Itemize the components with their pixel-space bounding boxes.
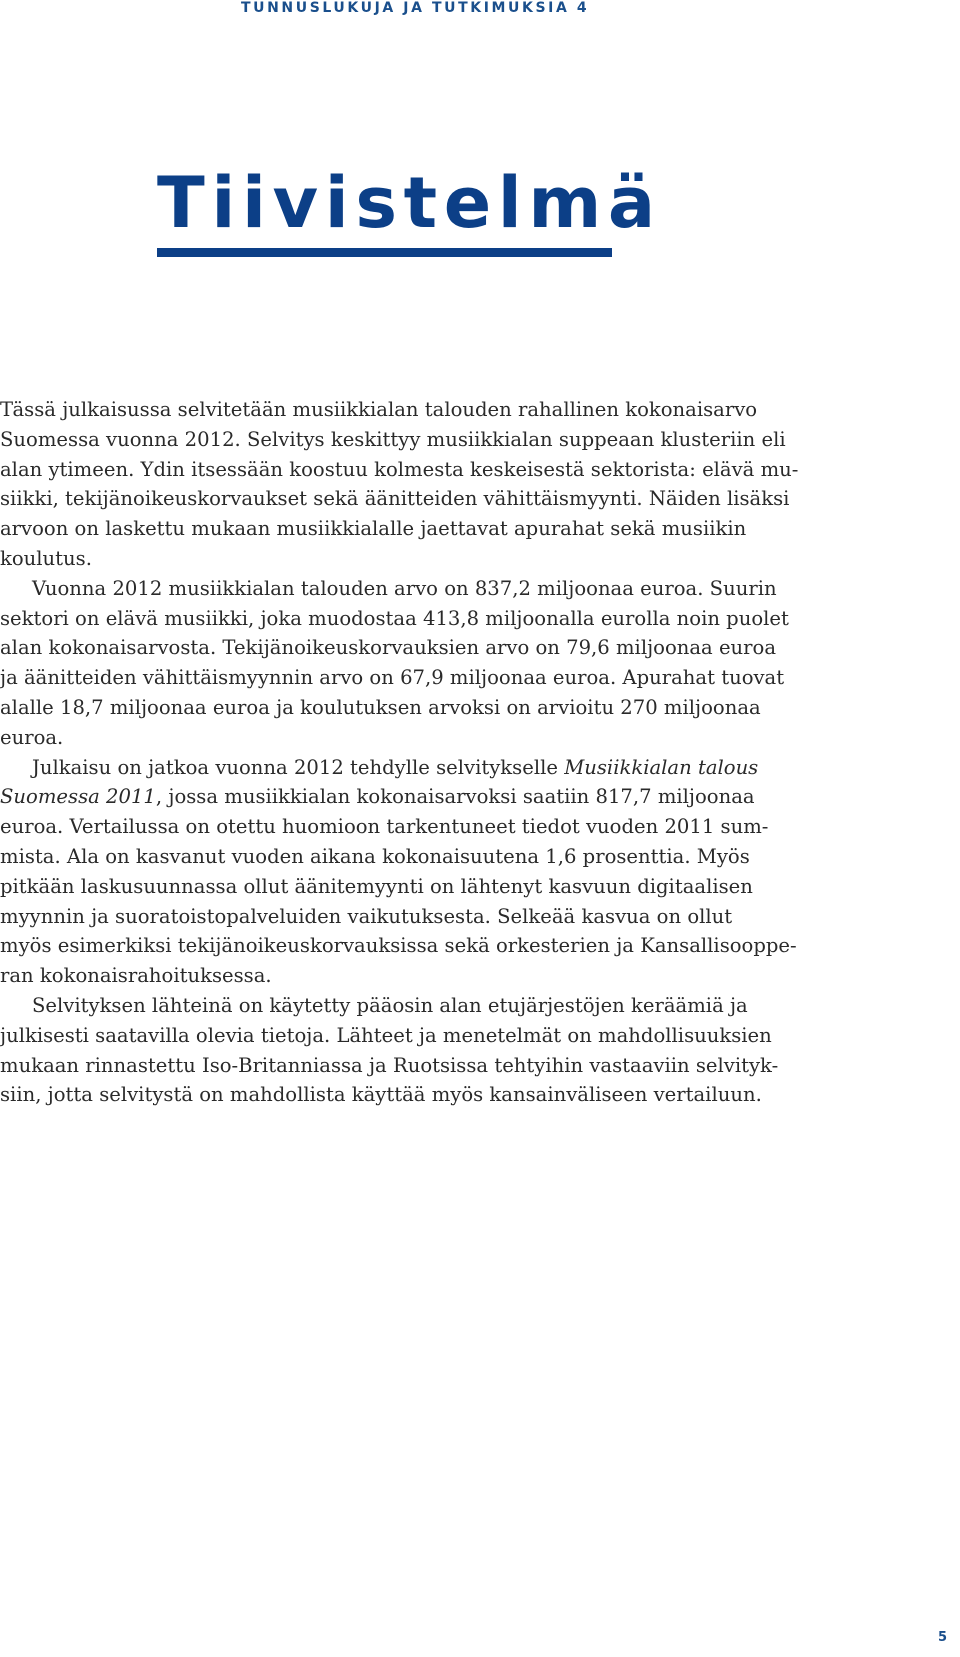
series-header: TUNNUSLUKUJA JA TUTKIMUKSIA 4 bbox=[241, 0, 590, 16]
paragraph-1 bbox=[0, 395, 955, 574]
text-line: ja äänitteiden vähittäismyynnin arvo on 67,9 miljoonaa euroa. Apurahat tuovat bbox=[0, 666, 785, 690]
paragraph-2 bbox=[0, 574, 955, 753]
text-line: koulutus. bbox=[0, 546, 92, 570]
text-line: euroa. bbox=[0, 725, 64, 749]
text-line: mista. Ala on kasvanut vuoden aikana kokonaisuutena 1,6 prosenttia. Myös bbox=[0, 844, 750, 868]
text-line: sektori on elävä musiikki, joka muodostaa 413,8 miljoonalla eurolla noin puolet bbox=[0, 606, 789, 630]
text-line: pitkään laskusuunnassa ollut äänitemyynti on lähtenyt kasvuun digitaalisen bbox=[0, 874, 753, 898]
text-line: Vuonna 2012 musiikkialan talouden arvo on 837,2 miljoonaa euroa. Suurin bbox=[32, 576, 777, 600]
text-line: ran kokonaisrahoituksessa. bbox=[0, 964, 272, 988]
text-segment: Julkaisu on jatkoa vuonna 2012 tehdylle selvitykselle bbox=[32, 755, 565, 779]
text-line: julkisesti saatavilla olevia tietoja. Lähteet ja menetelmät on mahdollisuuksien bbox=[0, 1023, 772, 1047]
paragraph-4 bbox=[0, 991, 955, 1110]
text-line: Suomessa vuonna 2012. Selvitys keskittyy musiikkialan suppeaan klusteriin eli bbox=[0, 427, 786, 451]
text-line: arvoon on laskettu mukaan musiikkialalle jaettavat apurahat sekä musiikin bbox=[0, 517, 747, 541]
text-line: myös esimerkiksi tekijänoikeuskorvauksissa sekä orkesterien ja Kansallisooppe- bbox=[0, 934, 797, 958]
publication-title: Musiikkialan talous bbox=[564, 755, 759, 779]
text-line: alalle 18,7 miljoonaa euroa ja koulutuksen arvoksi on arvioitu 270 miljoonaa bbox=[0, 695, 761, 719]
publication-title: Suomessa 2011 bbox=[0, 785, 156, 809]
body-text bbox=[0, 395, 955, 1110]
text-segment: , jossa musiikkialan kokonaisarvoksi saatiin 817,7 miljoonaa bbox=[155, 785, 755, 809]
page-title: Tiivistelmä bbox=[157, 162, 662, 244]
text-line: siin, jotta selvitystä on mahdollista käyttää myös kansainväliseen vertailuun. bbox=[0, 1083, 762, 1107]
text-line bbox=[0, 782, 955, 812]
title-block bbox=[157, 162, 662, 244]
paragraph-3 bbox=[0, 753, 955, 991]
page-number: 5 bbox=[938, 1630, 948, 1645]
text-line: alan ytimeen. Ydin itsessään koostuu kolmesta keskeisestä sektorista: elävä mu- bbox=[0, 457, 799, 481]
text-line: euroa. Vertailussa on otettu huomioon tarkentuneet tiedot vuoden 2011 sum- bbox=[0, 815, 769, 839]
text-line: Selvityksen lähteinä on käytetty pääosin alan etujärjestöjen keräämiä ja bbox=[32, 993, 748, 1017]
text-line: myynnin ja suoratoistopalveluiden vaikutuksesta. Selkeää kasvua on ollut bbox=[0, 904, 733, 928]
text-line: siikki, tekijänoikeuskorvaukset sekä äänitteiden vähittäismyynti. Näiden lisäksi bbox=[0, 487, 790, 511]
text-line: Tässä julkaisussa selvitetään musiikkialan talouden rahallinen kokonaisarvo bbox=[0, 398, 758, 421]
text-line: mukaan rinnastettu Iso-Britanniassa ja Ruotsissa tehtyihin vastaaviin selvityk- bbox=[0, 1053, 779, 1077]
title-underline bbox=[157, 248, 612, 257]
text-line bbox=[0, 753, 955, 783]
text-line: alan kokonaisarvosta. Tekijänoikeuskorvauksien arvo on 79,6 miljoonaa euroa bbox=[0, 636, 777, 660]
